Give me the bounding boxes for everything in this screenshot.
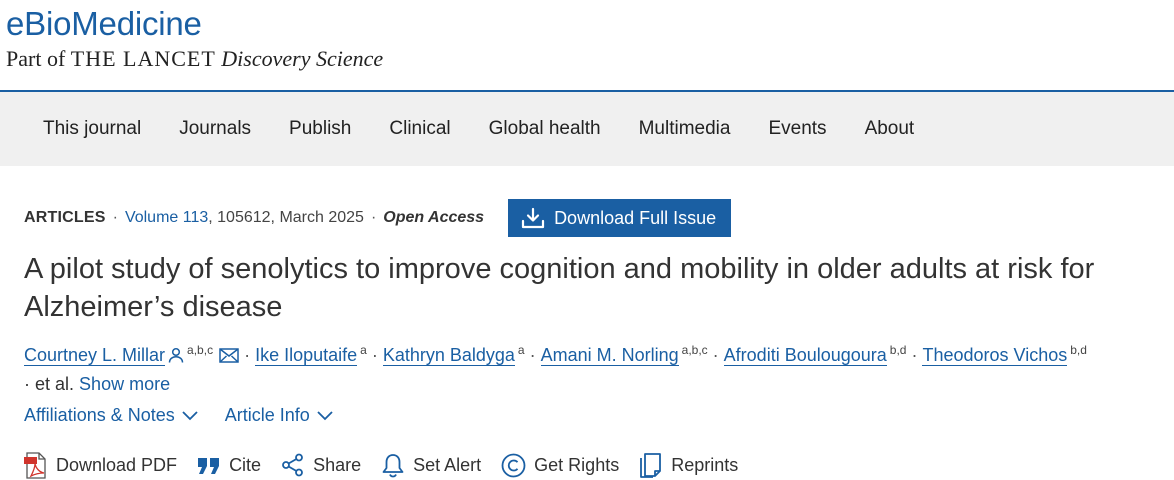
author-link[interactable]: Theodoros Vichos	[922, 345, 1068, 365]
get-rights-label: Get Rights	[534, 454, 620, 475]
main-nav	[0, 92, 1174, 166]
author-link[interactable]: Courtney L. Millar	[24, 345, 166, 365]
author-link[interactable]: Kathryn Baldyga	[382, 345, 515, 365]
article-meta	[24, 198, 731, 238]
nav-item-this-journal[interactable]: This journal	[43, 118, 142, 139]
nav-item-global-health[interactable]: Global health	[488, 118, 601, 139]
person-icon[interactable]	[168, 347, 184, 363]
article-type: ARTICLES	[24, 209, 106, 226]
share-button[interactable]	[281, 450, 361, 480]
reprints-icon	[639, 452, 663, 478]
open-access-label: Open Access	[383, 209, 485, 226]
nav-item-about[interactable]: About	[864, 118, 915, 139]
nav-item-clinical[interactable]: Clinical	[389, 118, 451, 139]
subtitle-discovery: Discovery Science	[221, 46, 384, 71]
author-link[interactable]: Amani M. Norling	[540, 345, 679, 365]
show-more-authors-link[interactable]: Show more	[79, 374, 171, 394]
et-al-label: · et al.	[24, 374, 75, 394]
author-separator: ·	[712, 345, 719, 365]
article-title: A pilot study of senolytics to improve cognition and mobility in older adults at risk for Alzheimer’s disease	[24, 253, 1095, 323]
download-pdf-button[interactable]	[24, 450, 177, 480]
share-label: Share	[313, 454, 362, 475]
nav-item-journals[interactable]: Journals	[179, 118, 252, 139]
copyright-icon	[501, 453, 526, 478]
quote-icon	[197, 455, 221, 475]
chevron-down-icon	[316, 410, 334, 422]
author-link[interactable]: Afroditi Boulougoura	[723, 345, 887, 365]
journal-subtitle	[6, 44, 1174, 74]
author-separator: ·	[911, 345, 918, 365]
author-list	[24, 336, 1164, 399]
nav-item-publish[interactable]: Publish	[289, 118, 352, 139]
author-affiliation: a	[517, 343, 525, 357]
cite-button[interactable]	[197, 450, 261, 480]
author-affiliation: a,b,c	[187, 343, 214, 357]
site-header	[0, 0, 1174, 92]
author-separator: ·	[244, 345, 251, 365]
reprints-label: Reprints	[671, 454, 739, 475]
reprints-button[interactable]	[639, 450, 738, 480]
author-separator: ·	[371, 345, 378, 365]
article-details: , 105612, March 2025	[208, 209, 364, 226]
author-link[interactable]: Ike Iloputaife	[255, 345, 358, 365]
meta-separator: ·	[370, 209, 377, 226]
download-full-issue-label: Download Full Issue	[554, 207, 717, 228]
author-affiliation: a,b,c	[681, 343, 708, 357]
volume-link[interactable]: Volume 113	[124, 209, 209, 226]
nav-item-events[interactable]: Events	[768, 118, 827, 139]
author-affiliation: a	[360, 343, 367, 357]
subtitle-prefix: Part of	[6, 46, 71, 71]
journal-brand[interactable]: eBioMedicine	[6, 5, 202, 42]
nav-item-multimedia[interactable]: Multimedia	[638, 118, 731, 139]
share-icon	[281, 453, 305, 477]
subtitle-lancet: THE LANCET	[70, 46, 216, 71]
download-icon	[521, 207, 545, 229]
download-pdf-label: Download PDF	[56, 454, 178, 475]
author-separator: ·	[529, 345, 536, 365]
affiliations-toggle[interactable]	[24, 405, 199, 426]
article-toggles	[24, 405, 360, 426]
article-info-label: Article Info	[224, 405, 310, 425]
chevron-down-icon	[181, 410, 199, 422]
mail-icon[interactable]	[219, 348, 239, 363]
pdf-icon	[24, 452, 48, 479]
author-affiliation: b,d	[1070, 343, 1087, 357]
article-info-toggle[interactable]	[225, 405, 334, 426]
bell-icon	[381, 453, 405, 478]
affiliations-label: Affiliations & Notes	[24, 405, 175, 425]
article-actions	[24, 450, 758, 480]
download-full-issue-button[interactable]	[508, 199, 731, 237]
get-rights-button[interactable]	[501, 450, 619, 480]
author-affiliation: b,d	[889, 343, 907, 357]
meta-separator: ·	[112, 209, 118, 226]
set-alert-button[interactable]	[381, 450, 481, 480]
cite-label: Cite	[229, 454, 262, 475]
set-alert-label: Set Alert	[413, 454, 482, 475]
